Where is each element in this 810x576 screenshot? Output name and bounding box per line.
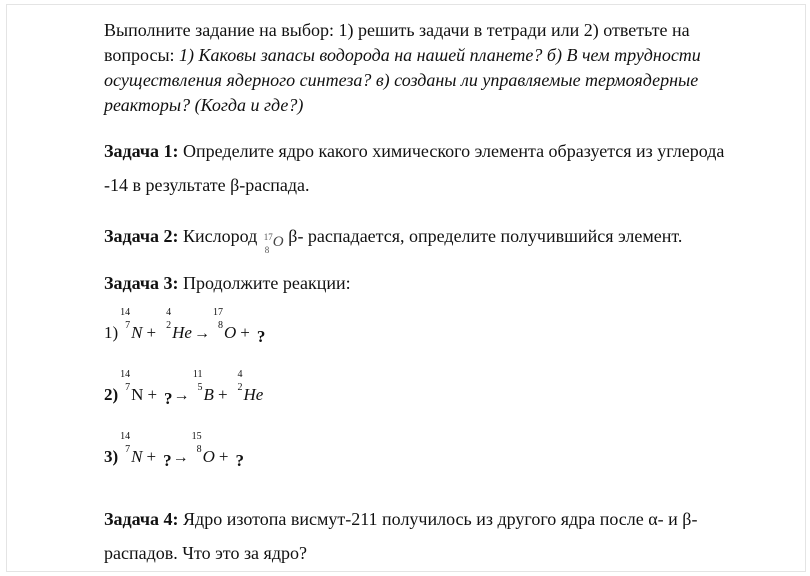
plus-sign: + [218, 447, 229, 466]
nuclide-helium-4 [160, 307, 192, 345]
nuclide-charge: 5 [197, 382, 203, 393]
unknown-particle: ? [256, 327, 266, 346]
nuclide-mass: 14 [120, 307, 131, 318]
nuclide-symbol: O [202, 447, 215, 466]
task-4-text: Ядро изотопа висмут-211 получилось из другого ядра после α- и β-распадов. Что это за ядро? [104, 509, 698, 563]
reaction-1 [104, 307, 744, 358]
plus-sign: + [217, 385, 228, 404]
reaction-arrow: → [172, 449, 189, 466]
unknown-particle: ? [235, 451, 244, 470]
reaction-number: 3) [104, 447, 119, 466]
reaction-number: 1) [104, 323, 119, 342]
nuclide-symbol: N [131, 385, 144, 404]
task-3-text: Продолжите реакции: [178, 273, 351, 293]
nuclide-nitrogen-14 [119, 431, 143, 469]
nuclide-symbol: He [243, 385, 264, 404]
reaction-3 [104, 431, 744, 482]
nuclide-mass: 11 [192, 369, 203, 380]
intro-text: Выполните задание на выбор: 1) решить задачи в тетради или 2) ответьте на вопросы: [104, 20, 690, 65]
task-1-label: Задача 1: [104, 141, 179, 161]
nuclide-charge: 2 [166, 320, 172, 331]
nuclide-charge: 8 [264, 245, 270, 255]
nuclide-charge: 8 [196, 444, 202, 455]
intro-paragraph [104, 18, 744, 118]
nuclide-mass: 4 [166, 307, 172, 318]
nuclide-symbol: B [203, 385, 214, 404]
nuclide-boron-11 [192, 369, 214, 407]
nuclide-charge: 2 [237, 382, 243, 393]
plus-sign: + [146, 323, 157, 342]
nuclide-mass: 17 [263, 232, 273, 242]
nuclide-symbol: O [272, 234, 284, 250]
nuclide-nitrogen-14 [119, 369, 144, 407]
unknown-particle: ? [163, 451, 172, 470]
task-4-label: Задача 4: [104, 509, 179, 529]
plus-sign: + [146, 447, 157, 466]
intro-questions: 1) Каковы запасы водорода на нашей планете? б) В чем трудности осуществления ядерного синтеза? в) созданы ли управляемые термоядерные реакторы? (Когда и где?) [104, 45, 701, 115]
task-1-text: Определите ядро какого химического элемента образуется из углерода -14 в результате β-распада. [104, 141, 725, 195]
reaction-number: 2) [104, 385, 119, 404]
nuclide-mass: 17 [212, 307, 223, 318]
nuclide-charge: 8 [217, 320, 223, 331]
nuclide-charge: 7 [125, 444, 131, 455]
plus-sign: + [240, 323, 250, 342]
nuclide-nitrogen-14 [119, 307, 143, 345]
nuclide-charge: 7 [125, 382, 131, 393]
task-1 [104, 134, 744, 202]
nuclide-mass: 14 [120, 369, 131, 380]
nuclide-symbol: He [172, 323, 192, 342]
task-3-label: Задача 3: [104, 273, 179, 293]
nuclide-symbol: N [131, 447, 143, 466]
task-2 [104, 224, 744, 255]
nuclide-oxygen-15 [191, 431, 215, 469]
plus-sign: + [147, 385, 158, 404]
task-2-text-after: β- распадается, определите получившийся элемент. [283, 226, 683, 246]
nuclide-oxygen-17 [212, 307, 237, 345]
reaction-arrow: → [193, 325, 210, 342]
document-body [104, 18, 744, 570]
task-2-label: Задача 2: [104, 226, 179, 246]
nuclide-mass: 4 [237, 369, 243, 380]
nuclide-charge: 7 [125, 320, 131, 331]
task-2-text-before: Кислород [178, 226, 262, 246]
reaction-arrow: → [173, 387, 190, 404]
nuclide-mass: 15 [191, 431, 202, 442]
nuclide-helium-4 [232, 369, 264, 407]
task-4 [104, 502, 744, 570]
reaction-2 [104, 369, 744, 420]
task-3 [104, 271, 744, 296]
nuclide-mass: 14 [120, 431, 131, 442]
nuclide-symbol: N [131, 323, 143, 342]
unknown-particle: ? [164, 389, 173, 408]
nuclide-symbol: O [223, 323, 237, 342]
